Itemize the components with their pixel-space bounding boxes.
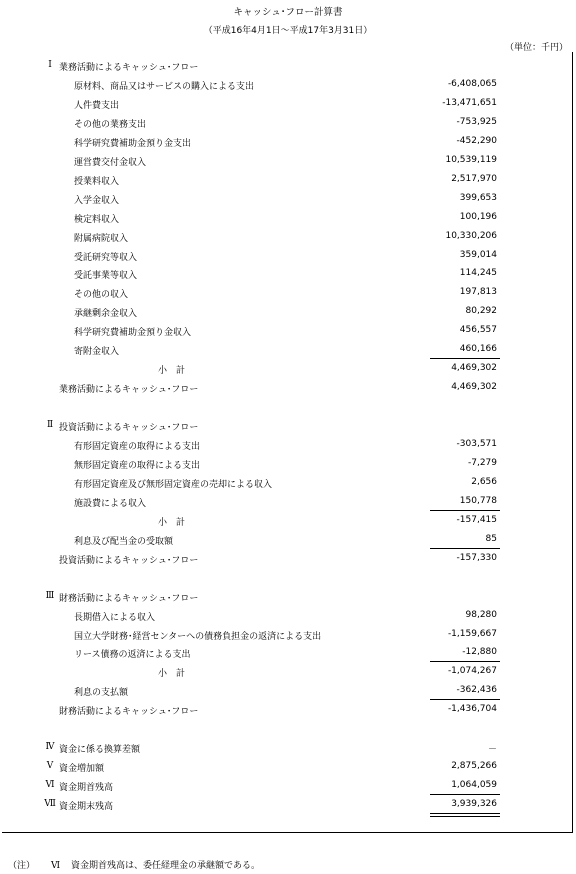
row-label: 小 計 [158,366,186,377]
statement-row [0,457,576,471]
footnote-roman: Ⅵ [51,861,61,871]
row-label: その他の業務支出 [74,119,147,130]
section-numeral: Ⅵ [45,780,55,791]
row-label: 投資活動によるキャッシュ･フロー [59,555,199,566]
statement-row [0,646,576,660]
row-label: 科学研究費補助金預り金支出 [74,138,192,149]
statement-row [0,571,576,585]
row-amount: 10,539,119 [445,154,497,165]
row-amount: -362,436 [456,685,497,696]
statement-row [0,722,576,736]
row-label: 資金増加額 [59,764,105,775]
row-amount: -1,159,667 [447,628,497,639]
statement-row [0,779,576,793]
statement-row [0,59,576,73]
row-amount: 399,653 [459,192,497,203]
footnote-prefix: （注） [8,861,36,871]
row-label: 小 計 [158,669,186,680]
row-label: 資金期末残高 [59,802,114,813]
statement-row [0,173,576,187]
sum-rule [430,510,500,511]
statement-row [0,609,576,623]
row-label: 財務活動によるキャッシュ･フロー [59,593,199,604]
statement-row [0,798,576,812]
row-label: 資金に係る換算差額 [59,745,141,756]
row-amount: 359,014 [459,249,497,260]
statement-row [0,267,576,281]
statement-row [0,343,576,357]
row-label: 運営費交付金収入 [74,157,147,168]
footnote [8,858,260,871]
row-amount: 80,292 [465,306,497,317]
row-label: 入学金収入 [74,195,120,206]
statement-row [0,381,576,395]
statement-row [0,514,576,528]
statement-row [0,665,576,679]
statement-row [0,438,576,452]
statement-row [0,590,576,604]
row-amount: -1,436,704 [447,704,497,715]
footnote-text: 資金期首残高は、委任経理金の承継額である。 [70,861,260,871]
sum-rule [430,661,500,662]
row-amount: 4,469,302 [451,363,497,374]
row-amount: 10,330,206 [445,230,497,241]
row-label: 受託研究等収入 [74,252,138,263]
row-amount: -157,415 [456,514,497,525]
row-label: 有形固定資産の取得による支出 [74,442,201,452]
row-label: 施設費による収入 [74,498,147,509]
sum-rule [430,358,500,359]
row-amount: 1,064,059 [451,780,497,791]
statement-row [0,476,576,490]
statement-row [0,78,576,92]
row-label: 無形固定資産の取得による支出 [74,460,201,471]
row-amount: 150,778 [459,495,497,506]
statement-row [0,703,576,717]
sum-rule [430,794,500,795]
row-amount: 2,656 [471,476,497,487]
row-amount: 85 [485,533,497,544]
row-label: 科学研究費補助金預り金収入 [74,328,192,339]
row-label: 検定料収入 [74,214,120,225]
row-amount: -452,290 [456,135,497,146]
statement-row [0,628,576,642]
statement-row [0,419,576,433]
section-numeral: Ⅰ [48,60,52,70]
statement-row [0,286,576,300]
row-amount: 197,813 [459,287,497,298]
row-label: 原材料、商品又はサービスの購入による支出 [74,81,255,92]
row-label: 小 計 [158,517,186,528]
row-label: 財務活動によるキャッシュ･フロー [59,707,199,718]
statement-row [0,116,576,130]
row-label: 有形固定資産及び無形固定資産の売却による収入 [74,479,273,490]
statement-row [0,741,576,755]
double-rule [430,813,500,814]
row-amount: -7,279 [467,457,497,468]
statement-row [0,362,576,376]
statement-row [0,400,576,414]
statement-row [0,135,576,149]
row-amount: 460,166 [459,344,497,355]
row-label: リース債務の返済による支出 [74,650,191,661]
row-amount: 98,280 [465,609,497,620]
row-label: 寄附金収入 [74,347,120,358]
row-label: 人件費支出 [74,100,120,111]
statement-row [0,230,576,244]
row-label: 附属病院収入 [74,233,129,244]
row-amount: -157,330 [456,552,497,563]
double-rule [430,816,500,817]
statement-row [0,154,576,168]
row-label: 長期借入による収入 [74,612,156,623]
statement-row [0,324,576,338]
statement-row [0,97,576,111]
statement-row [0,495,576,509]
row-amount: -753,925 [456,116,497,127]
row-label: 利息の支払額 [74,688,129,699]
statement-row [0,552,576,566]
row-label: 投資活動によるキャッシュ･フロー [59,423,199,434]
sum-rule [430,699,500,700]
row-label: その他の収入 [74,290,129,301]
row-amount: 2,517,970 [451,173,497,184]
statement-row [0,211,576,225]
row-label: 利息及び配当金の受取額 [74,536,174,547]
row-label: 承継剰余金収入 [74,309,138,320]
section-numeral: Ⅳ [45,742,55,753]
row-label: 国立大学財務･経営センターへの債務負担金の返済による支出 [74,631,322,642]
section-numeral: Ⅶ [44,799,56,810]
row-amount: -303,571 [456,439,497,449]
sum-rule [430,548,500,549]
statement-row [0,760,576,774]
row-amount: -13,471,651 [442,97,497,108]
unit-label: （単位：千円） [504,43,568,53]
statement-row [0,249,576,263]
row-amount: 3,939,326 [451,799,497,810]
row-label: 業務活動によるキャッシュ･フロー [59,385,199,396]
row-label: 受託事業等収入 [74,271,138,282]
row-amount: － [487,745,497,756]
row-amount: -12,880 [462,647,497,658]
row-label: 資金期首残高 [59,783,114,794]
section-numeral: Ⅴ [46,761,54,772]
document-title: キャッシュ･フロー計算書 [233,7,343,18]
statement-row [0,192,576,206]
statement-row [0,684,576,698]
section-numeral: Ⅱ [46,420,54,431]
row-amount: 100,196 [459,211,497,222]
section-numeral: Ⅲ [45,590,55,601]
row-label: 業務活動によるキャッシュ･フロー [59,63,199,73]
row-amount: 114,245 [459,268,497,279]
statement-row [0,533,576,547]
row-label: 授業料収入 [74,176,120,187]
row-amount: -6,408,065 [447,78,497,89]
reporting-period: （平成16年4月1日～平成17年3月31日） [203,26,373,36]
row-amount: 456,557 [459,325,497,336]
row-amount: 4,469,302 [451,382,497,393]
statement-row [0,305,576,319]
row-amount: -1,074,267 [447,666,497,677]
row-amount: 2,875,266 [451,761,497,772]
